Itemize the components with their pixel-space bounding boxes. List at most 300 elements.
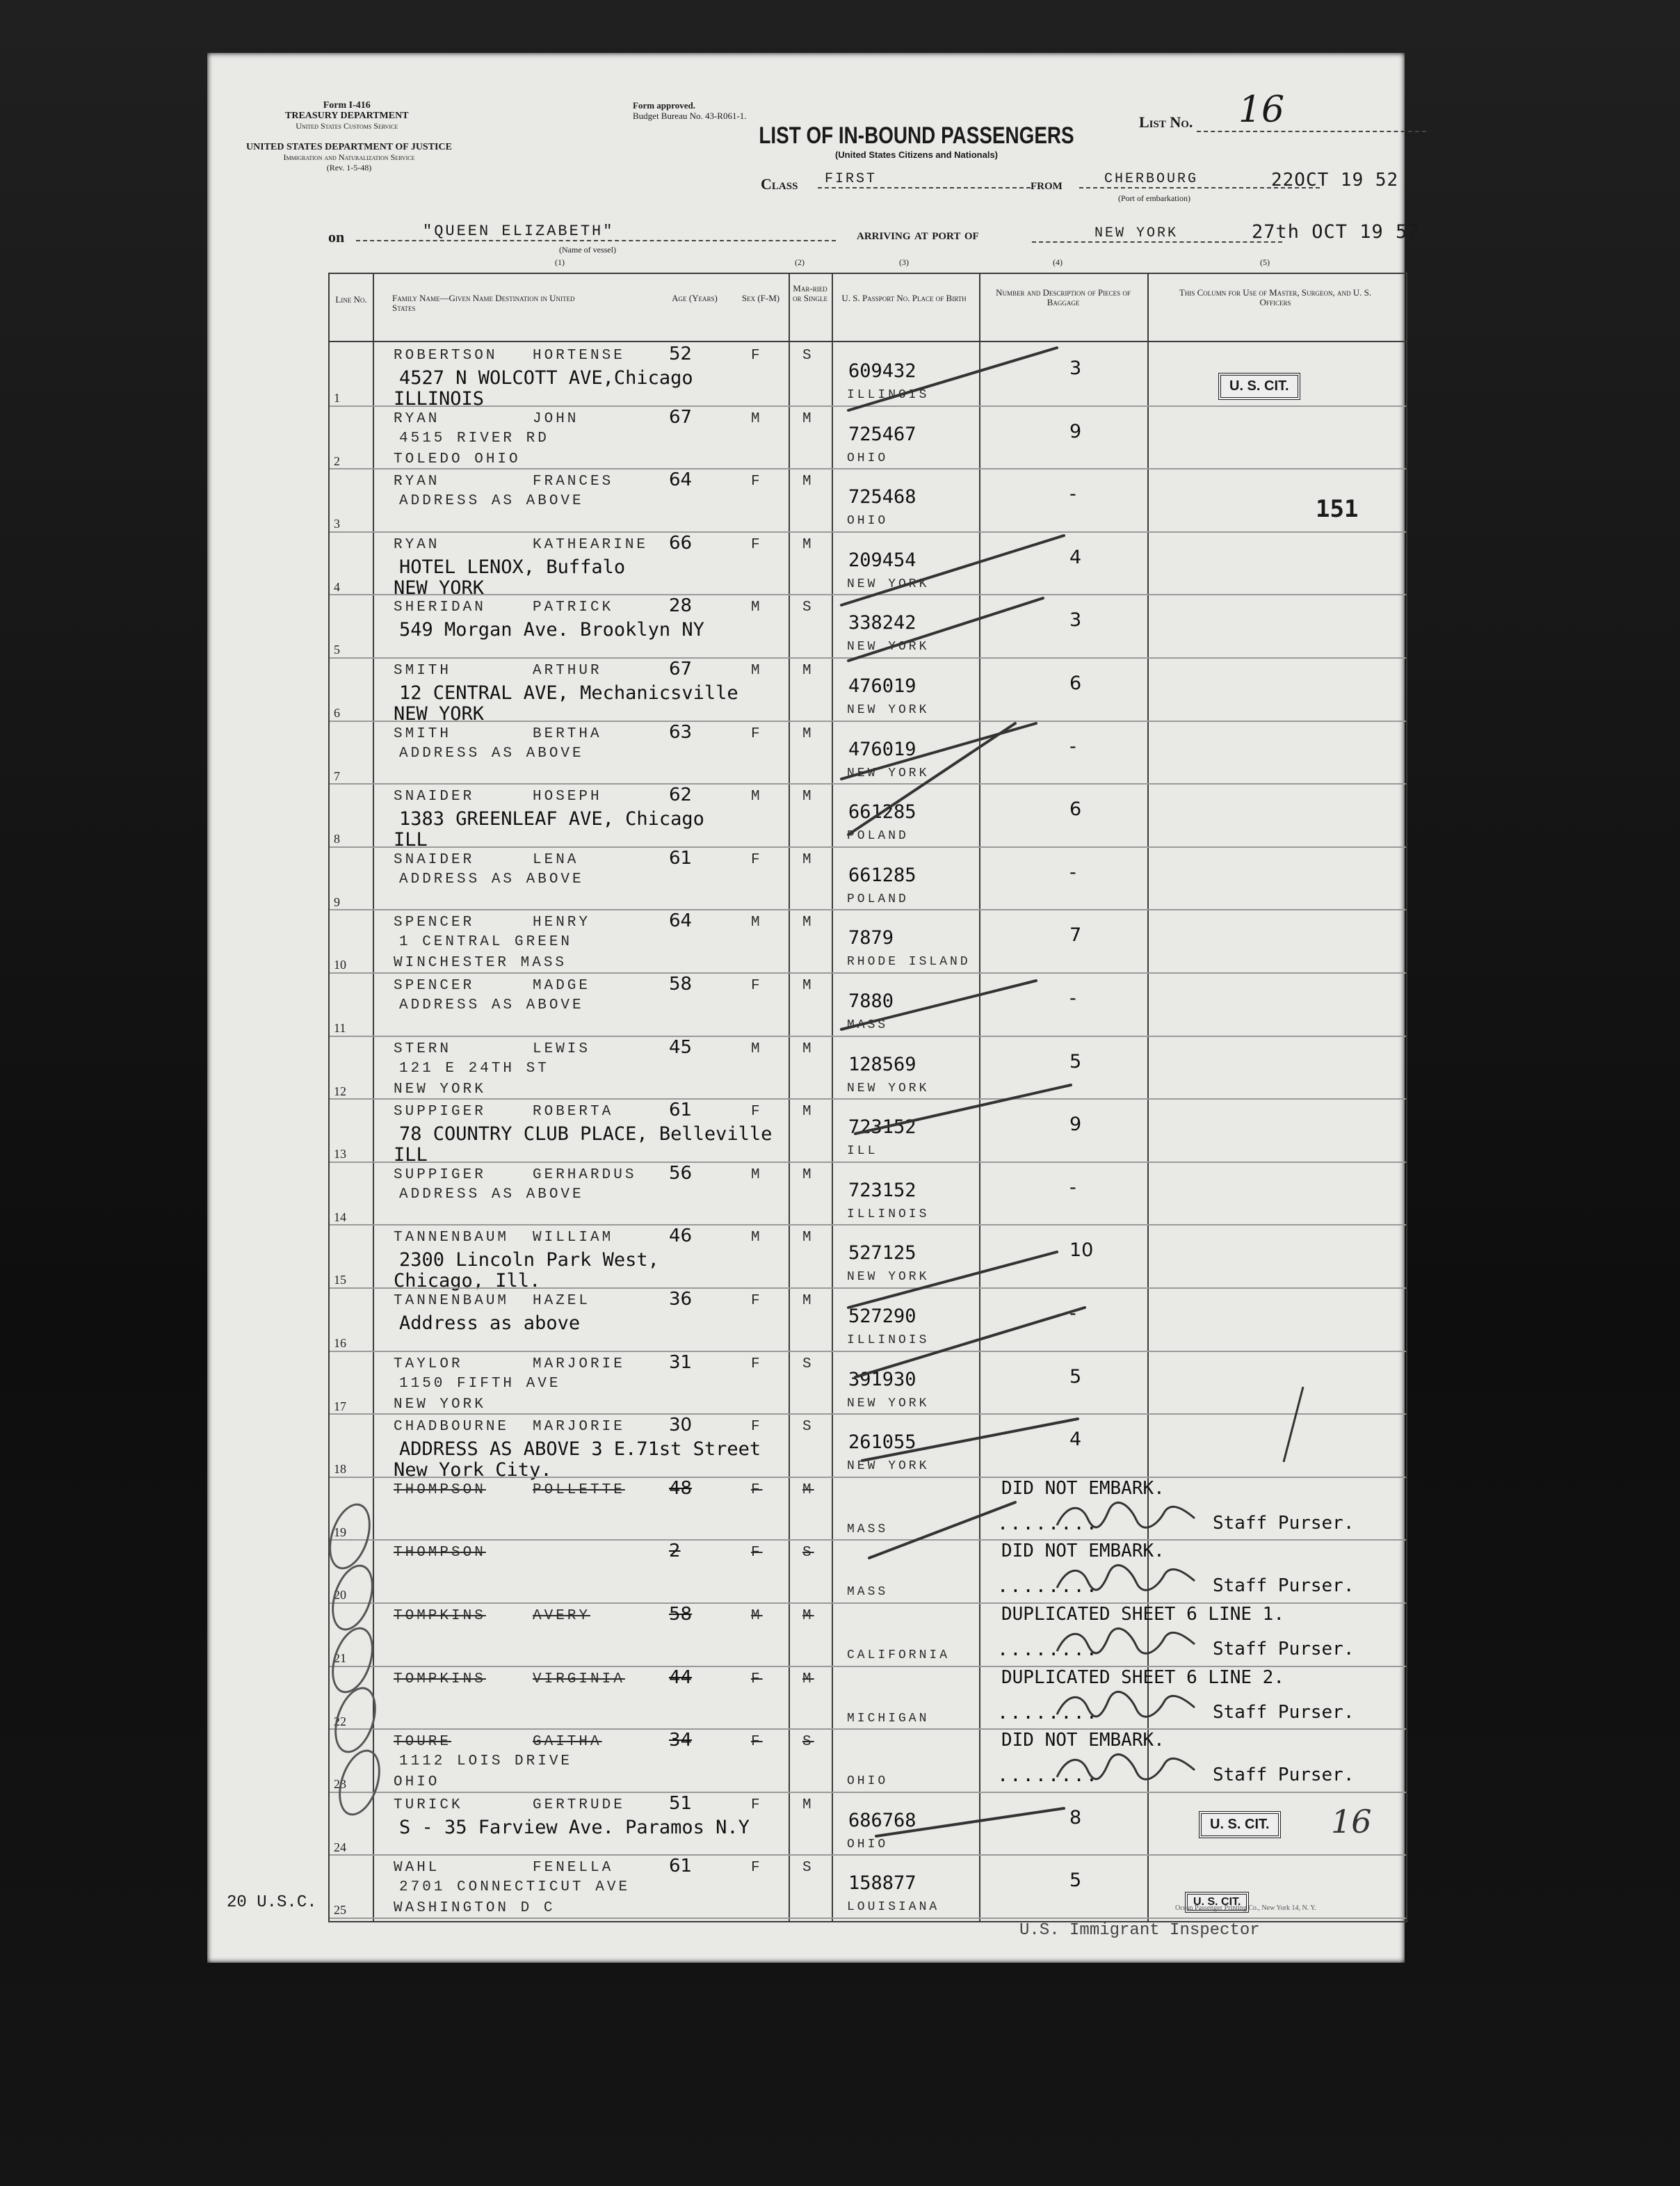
family-name: SNAIDER xyxy=(394,851,475,868)
marital-status: S xyxy=(802,600,814,616)
passport-number: 527290 xyxy=(848,1305,916,1327)
baggage-count: 6 xyxy=(1069,798,1082,821)
family-name: RYAN xyxy=(394,474,440,490)
marital-status: M xyxy=(802,851,814,868)
baggage-count: - xyxy=(1069,1176,1076,1198)
sex: F xyxy=(751,851,763,868)
address-line2: NEW YORK xyxy=(394,703,485,725)
signature-dots: ........ xyxy=(997,1512,1099,1534)
col-header-married: Mar-ried or Single xyxy=(793,283,827,303)
place-of-birth: MASS xyxy=(847,1585,889,1600)
family-name: SNAIDER xyxy=(394,789,475,805)
line-number: 1 xyxy=(334,391,340,405)
given-name: VIRGINIA xyxy=(533,1671,625,1687)
address-line1: 78 COUNTRY CLUB PLACE, Belleville xyxy=(399,1123,773,1146)
sex: F xyxy=(751,1734,763,1751)
col-number-3: (3) xyxy=(899,257,909,267)
given-name: POLLETTE xyxy=(533,1481,625,1498)
given-name: MARJORIE xyxy=(533,1419,625,1436)
baggage-count: - xyxy=(1069,735,1076,757)
check-mark xyxy=(855,1308,1085,1377)
passport-number: 725468 xyxy=(848,486,916,508)
sex: F xyxy=(751,536,763,553)
passport-number: 391930 xyxy=(848,1368,916,1390)
address-line1: ADDRESS AS ABOVE xyxy=(399,745,584,762)
purser-note: DID NOT EMBARK. xyxy=(1001,1730,1165,1751)
place-of-birth: ILLINOIS xyxy=(847,388,930,402)
address-line1: 4515 RIVER RD xyxy=(399,430,549,447)
given-name: GAITHA xyxy=(533,1734,602,1751)
col-header-age: Age (Years) xyxy=(672,293,718,303)
staff-purser-label: Staff Purser. xyxy=(1213,1701,1355,1723)
age: 44 xyxy=(669,1666,693,1688)
col-header-baggage: Number and Description of Pieces of Baggage xyxy=(996,287,1131,307)
age: 2 xyxy=(669,1541,681,1562)
line-number: 13 xyxy=(334,1147,346,1162)
col-header-line-no: Line No. xyxy=(335,294,367,305)
col-header-sex: Sex (F-M) xyxy=(741,293,780,303)
passport-number: 661285 xyxy=(848,801,916,823)
line-number: 10 xyxy=(334,958,346,972)
line-number: 21 xyxy=(334,1651,346,1665)
line-number: 4 xyxy=(334,579,340,594)
marital-status: M xyxy=(802,1671,814,1687)
from-value: CHERBOURG xyxy=(1079,171,1320,188)
list-no-label: List No. xyxy=(1139,113,1193,131)
printer-credit: Ocean Passenger Printing Co., New York 14, N. Y. xyxy=(1175,1904,1316,1912)
baggage-count: 7 xyxy=(1069,924,1082,947)
page-title: LIST OF IN-BOUND PASSENGERS xyxy=(759,122,1074,149)
age: 48 xyxy=(669,1477,693,1499)
address-line2: NEW YORK xyxy=(394,1081,486,1098)
class-label: Class xyxy=(761,175,798,193)
passport-number: 723152 xyxy=(848,1116,916,1139)
given-name: JOHN xyxy=(533,410,579,427)
place-of-birth: MASS xyxy=(847,1018,889,1032)
marital-status: M xyxy=(802,1104,814,1120)
passport-number: 686768 xyxy=(848,1809,916,1831)
age: 58 xyxy=(669,1604,693,1625)
us-cit-stamp-row25: U. S. CIT. xyxy=(1185,1892,1249,1913)
baggage-count: 5 xyxy=(1069,1050,1082,1072)
given-name: HOSEPH xyxy=(533,789,602,805)
purser-note: DID NOT EMBARK. xyxy=(1001,1477,1165,1499)
signature-dots: ........ xyxy=(997,1765,1099,1787)
place-of-birth: NEW YORK xyxy=(847,1459,930,1474)
col-number-5: (5) xyxy=(1260,257,1270,267)
vessel-name: "QUEEN ELIZABETH" xyxy=(356,223,836,241)
place-of-birth: OHIO xyxy=(847,514,889,529)
check-mark xyxy=(848,723,1015,835)
signature-dots: ........ xyxy=(997,1701,1099,1723)
given-name: LEWIS xyxy=(533,1040,591,1057)
family-name: THOMPSON xyxy=(394,1481,486,1498)
usc-footer: 20 U.S.C. xyxy=(227,1893,317,1912)
family-name: TOMPKINS xyxy=(394,1671,486,1687)
baggage-count: 9 xyxy=(1069,1114,1082,1136)
given-name: MADGE xyxy=(533,978,591,994)
family-name: TAYLOR xyxy=(394,1356,463,1372)
line-number: 18 xyxy=(334,1462,346,1477)
sex: M xyxy=(751,789,763,805)
sex: M xyxy=(751,410,763,427)
address-line2: ILL xyxy=(394,1144,428,1166)
count-151: 151 xyxy=(1316,495,1359,523)
given-name: ARTHUR xyxy=(533,663,602,679)
place-of-birth: POLAND xyxy=(847,892,909,906)
check-mark xyxy=(841,723,1036,779)
line-number: 22 xyxy=(334,1714,346,1728)
passport-number: 261055 xyxy=(848,1431,916,1454)
sex: F xyxy=(751,1356,763,1372)
marital-status: M xyxy=(802,474,814,490)
sex: M xyxy=(751,1040,763,1057)
sex: F xyxy=(751,978,763,994)
staff-purser-label: Staff Purser. xyxy=(1213,1765,1355,1786)
check-mark xyxy=(841,536,1064,605)
family-name: WAHL xyxy=(394,1860,440,1876)
doj-block xyxy=(203,142,495,173)
sex: M xyxy=(751,1230,763,1246)
family-name: RYAN xyxy=(394,536,440,553)
age: 45 xyxy=(669,1036,693,1058)
line-number: 12 xyxy=(334,1084,346,1098)
place-of-birth: NEW YORK xyxy=(847,766,930,780)
signature-dots: ........ xyxy=(997,1575,1099,1598)
form-id-block xyxy=(285,100,409,131)
place-of-birth: NEW YORK xyxy=(847,1081,930,1095)
us-cit-stamp-row24: U. S. CIT. xyxy=(1199,1811,1281,1838)
doj-line3: (Rev. 1-5-48) xyxy=(326,163,372,172)
passport-number: 527125 xyxy=(848,1242,916,1264)
marital-status: M xyxy=(802,1293,814,1309)
place-of-birth: OHIO xyxy=(847,451,889,465)
marital-status: S xyxy=(802,1860,814,1876)
age: 61 xyxy=(669,1100,693,1121)
age: 31 xyxy=(669,1351,693,1373)
marital-status: S xyxy=(802,348,814,364)
sex: F xyxy=(751,474,763,490)
list-no-value: 16 xyxy=(1197,89,1426,132)
check-mark xyxy=(848,348,1057,410)
family-name: SMITH xyxy=(394,663,452,679)
passport-number: 128569 xyxy=(848,1053,916,1075)
baggage-count: 6 xyxy=(1069,673,1082,694)
passport-number: 661285 xyxy=(848,864,916,886)
check-mark xyxy=(848,1252,1057,1308)
check-mark xyxy=(841,981,1036,1029)
vessel-caption: (Name of vessel) xyxy=(559,245,616,255)
given-name: PATRICK xyxy=(533,600,614,616)
place-of-birth: RHODE ISLAND xyxy=(847,955,971,970)
address-line2: ILL xyxy=(394,829,428,851)
address-line1: ADDRESS AS ABOVE xyxy=(399,1186,584,1203)
doj-line2: Immigration and Naturalization Service xyxy=(283,152,415,162)
purser-note: DID NOT EMBARK. xyxy=(1001,1541,1165,1562)
baggage-count: 9 xyxy=(1069,420,1082,442)
sex: F xyxy=(751,1104,763,1120)
baggage-count: 3 xyxy=(1069,357,1082,379)
baggage-count: 10 xyxy=(1069,1239,1094,1262)
sex: F xyxy=(751,1293,763,1309)
address-line2: NEW YORK xyxy=(394,1396,486,1413)
given-name: HORTENSE xyxy=(533,348,625,364)
age: 64 xyxy=(669,469,693,491)
age: 36 xyxy=(669,1289,693,1310)
baggage-count: - xyxy=(1069,1303,1076,1324)
passport-number: 476019 xyxy=(848,738,916,760)
given-name: LENA xyxy=(533,851,579,868)
passport-number: 476019 xyxy=(848,675,916,697)
sex: F xyxy=(751,1671,763,1687)
family-name: RYAN xyxy=(394,410,440,427)
age: 61 xyxy=(669,847,693,869)
sex: F xyxy=(751,1860,763,1876)
purser-note: DUPLICATED SHEET 6 LINE 2. xyxy=(1001,1666,1284,1688)
baggage-count: 4 xyxy=(1069,1429,1082,1451)
place-of-birth: ILL xyxy=(847,1144,878,1159)
passport-number: 7879 xyxy=(848,927,894,949)
given-name: GERTRUDE xyxy=(533,1797,625,1813)
sex: F xyxy=(751,1545,763,1561)
address-line1: ADDRESS AS ABOVE xyxy=(399,871,584,887)
place-of-birth: NEW YORK xyxy=(847,703,930,717)
place-of-birth: CALIFORNIA xyxy=(847,1648,951,1662)
marital-status: S xyxy=(802,1419,814,1436)
col-header-officers: This Column for Use of Master, Surgeon, and U. S. Officers xyxy=(1179,287,1372,307)
line-number: 3 xyxy=(334,517,340,531)
sex: M xyxy=(751,915,763,931)
place-of-birth: OHIO xyxy=(847,1837,889,1851)
address-line1: 4527 N WOLCOTT AVE,Chicago xyxy=(399,367,693,389)
age: 63 xyxy=(669,721,693,743)
marital-status: M xyxy=(802,1797,814,1813)
family-name: THOMPSON xyxy=(394,1545,486,1561)
baggage-count: 5 xyxy=(1069,1870,1082,1892)
passport-number: 725467 xyxy=(848,423,916,445)
address-line1: ADDRESS AS ABOVE xyxy=(399,997,584,1013)
line-number: 9 xyxy=(334,894,340,909)
line-number: 5 xyxy=(334,643,340,657)
place-of-birth: POLAND xyxy=(847,829,909,844)
given-name: BERTHA xyxy=(533,725,602,742)
check-mark xyxy=(848,598,1043,661)
marital-status: M xyxy=(802,1481,814,1498)
given-name: KATHEARINE xyxy=(533,536,649,553)
passport-number: 338242 xyxy=(848,612,916,634)
marital-status: M xyxy=(802,536,814,553)
age: 51 xyxy=(669,1792,693,1814)
family-name: SMITH xyxy=(394,725,452,742)
age: 56 xyxy=(669,1162,693,1184)
family-name: CHADBOURNE xyxy=(394,1419,510,1436)
col-header-name: Family Name—Given Name Destination in United States xyxy=(392,293,575,313)
departure-date: 22OCT 19 52 xyxy=(1271,170,1399,191)
address-line1: 2300 Lincoln Park West, xyxy=(399,1249,659,1271)
line-number: 20 xyxy=(334,1588,346,1602)
address-line2: New York City. xyxy=(394,1459,552,1481)
passport-number: 609432 xyxy=(848,360,916,382)
address-line2: NEW YORK xyxy=(394,577,485,599)
address-line2: TOLEDO OHIO xyxy=(394,451,521,467)
line-number: 25 xyxy=(334,1903,346,1918)
port-caption: (Port of embarkation) xyxy=(1118,193,1190,203)
address-line2: OHIO xyxy=(394,1774,440,1791)
approval-line2: Budget Bureau No. 43-R061-1. xyxy=(633,111,747,121)
approval-block xyxy=(633,100,747,121)
sex: F xyxy=(751,1481,763,1498)
baggage-count: - xyxy=(1069,988,1076,1009)
age: 66 xyxy=(669,532,693,554)
inspector-label: U.S. Immigrant Inspector xyxy=(1019,1921,1260,1940)
given-name: HAZEL xyxy=(533,1293,591,1309)
line-number: 2 xyxy=(334,453,340,468)
arrival-port: NEW YORK xyxy=(1032,225,1282,243)
signature-dots: ........ xyxy=(997,1639,1099,1660)
col-number-1: (1) xyxy=(555,257,565,267)
form-number: Form I-416 xyxy=(323,100,371,111)
age: 67 xyxy=(669,659,693,680)
check-mark xyxy=(876,1808,1064,1836)
baggage-count: 4 xyxy=(1069,546,1082,568)
family-name: TOMPKINS xyxy=(394,1608,486,1624)
marital-status: S xyxy=(802,1734,814,1751)
check-mark xyxy=(862,1419,1078,1461)
given-name: HENRY xyxy=(533,915,591,931)
age: 52 xyxy=(669,344,693,364)
page-subtitle: (United States Citizens and Nationals) xyxy=(834,150,999,160)
sex: F xyxy=(751,1419,763,1436)
address-line1: Address as above xyxy=(399,1312,581,1334)
marital-status: S xyxy=(802,1545,814,1561)
passport-number: 723152 xyxy=(848,1179,916,1201)
given-name: MARJORIE xyxy=(533,1356,625,1372)
col-number-2: (2) xyxy=(795,257,805,267)
address-line2: WASHINGTON D C xyxy=(394,1900,556,1917)
age: 61 xyxy=(669,1856,693,1877)
marital-status: M xyxy=(802,663,814,679)
address-line2: Chicago, Ill. xyxy=(394,1270,541,1292)
pen-check-marks xyxy=(834,334,1092,1864)
approval-line1: Form approved. xyxy=(633,100,696,111)
family-name: TOURE xyxy=(394,1734,452,1751)
address-line1: ADDRESS AS ABOVE xyxy=(399,493,584,510)
place-of-birth: LOUISIANA xyxy=(847,1900,940,1915)
line-number: 16 xyxy=(334,1336,346,1350)
given-name: GERHARDUS xyxy=(533,1166,637,1183)
sex: M xyxy=(751,1608,763,1624)
line-number: 17 xyxy=(334,1399,346,1413)
arriving-label: arriving at port of xyxy=(857,225,979,243)
marital-status: M xyxy=(802,978,814,994)
class-value: FIRST xyxy=(818,171,1031,188)
passport-number: 209454 xyxy=(848,549,916,571)
age: 28 xyxy=(669,595,693,617)
given-name: WILLIAM xyxy=(533,1230,614,1246)
address-line1: HOTEL LENOX, Buffalo xyxy=(399,556,626,578)
place-of-birth: MASS xyxy=(847,1522,889,1536)
address-line1: 1112 LOIS DRIVE xyxy=(399,1753,573,1770)
address-line1: 549 Morgan Ave. Brooklyn NY xyxy=(399,619,704,641)
marital-status: M xyxy=(802,1166,814,1183)
address-line1: 1 CENTRAL GREEN xyxy=(399,934,573,951)
staff-purser-label: Staff Purser. xyxy=(1213,1639,1355,1659)
passport-number: 158877 xyxy=(848,1872,916,1895)
place-of-birth: ILLINOIS xyxy=(847,1207,930,1221)
baggage-count: 8 xyxy=(1069,1806,1082,1829)
given-name: ROBERTA xyxy=(533,1104,614,1120)
address-line1: S - 35 Farview Ave. Paramos N.Y xyxy=(399,1816,750,1838)
address-line1: 12 CENTRAL AVE, Mechanicsville xyxy=(399,682,738,704)
staff-purser-label: Staff Purser. xyxy=(1213,1575,1355,1597)
address-line2: ILLINOIS xyxy=(394,388,485,410)
on-label: on xyxy=(328,228,345,246)
address-line1: 1150 FIFTH AVE xyxy=(399,1375,561,1392)
place-of-birth: NEW YORK xyxy=(847,1270,930,1285)
address-line2: WINCHESTER MASS xyxy=(394,955,567,972)
marital-status: M xyxy=(802,915,814,931)
age: 58 xyxy=(669,974,693,995)
baggage-count: 3 xyxy=(1069,609,1082,632)
baggage-count: 5 xyxy=(1069,1365,1082,1388)
marital-status: M xyxy=(802,1608,814,1624)
us-cit-stamp-top: U. S. CIT. xyxy=(1218,373,1300,400)
family-name: SPENCER xyxy=(394,978,475,994)
baggage-count: - xyxy=(1069,483,1076,506)
family-name: ROBERTSON xyxy=(394,348,498,364)
line-number: 14 xyxy=(334,1209,346,1224)
list-no xyxy=(1139,89,1426,138)
line-number: 19 xyxy=(334,1525,346,1539)
place-of-birth: NEW YORK xyxy=(847,640,930,654)
marital-status: M xyxy=(802,410,814,427)
passport-number: 7880 xyxy=(848,990,894,1012)
age: 34 xyxy=(669,1730,693,1751)
doj-line1: UNITED STATES DEPARTMENT OF JUSTICE xyxy=(246,142,452,152)
age: 30 xyxy=(669,1415,693,1436)
sex: M xyxy=(751,1166,763,1183)
title-block xyxy=(708,122,1125,160)
sex: F xyxy=(751,348,763,364)
given-name: FENELLA xyxy=(533,1860,614,1876)
sex: F xyxy=(751,725,763,742)
marital-status: M xyxy=(802,789,814,805)
sex: M xyxy=(751,663,763,679)
family-name: SHERIDAN xyxy=(394,600,486,616)
address-line1: 1383 GREENLEAF AVE, Chicago xyxy=(399,808,704,830)
age: 62 xyxy=(669,785,693,806)
address-line1: 121 E 24TH ST xyxy=(399,1060,549,1077)
treasury-dept: TREASURY DEPARTMENT xyxy=(285,111,409,121)
purser-note: DUPLICATED SHEET 6 LINE 1. xyxy=(1001,1604,1284,1625)
marital-status: S xyxy=(802,1356,814,1372)
line-number: 11 xyxy=(334,1021,346,1035)
check-mark xyxy=(869,1502,1015,1558)
given-name: FRANCES xyxy=(533,474,614,490)
staff-purser-label: Staff Purser. xyxy=(1213,1512,1355,1534)
arrival-date: 27th OCT 19 52 xyxy=(1252,221,1420,243)
check-mark xyxy=(855,1085,1071,1134)
place-of-birth: NEW YORK xyxy=(847,1396,930,1411)
age: 67 xyxy=(669,406,693,428)
family-name: TURICK xyxy=(394,1797,463,1813)
line-number: 24 xyxy=(334,1840,346,1854)
from-label: from xyxy=(1031,175,1063,193)
family-name: STERN xyxy=(394,1040,452,1057)
age: 64 xyxy=(669,910,693,932)
age: 46 xyxy=(669,1225,693,1247)
marital-status: M xyxy=(802,1230,814,1246)
